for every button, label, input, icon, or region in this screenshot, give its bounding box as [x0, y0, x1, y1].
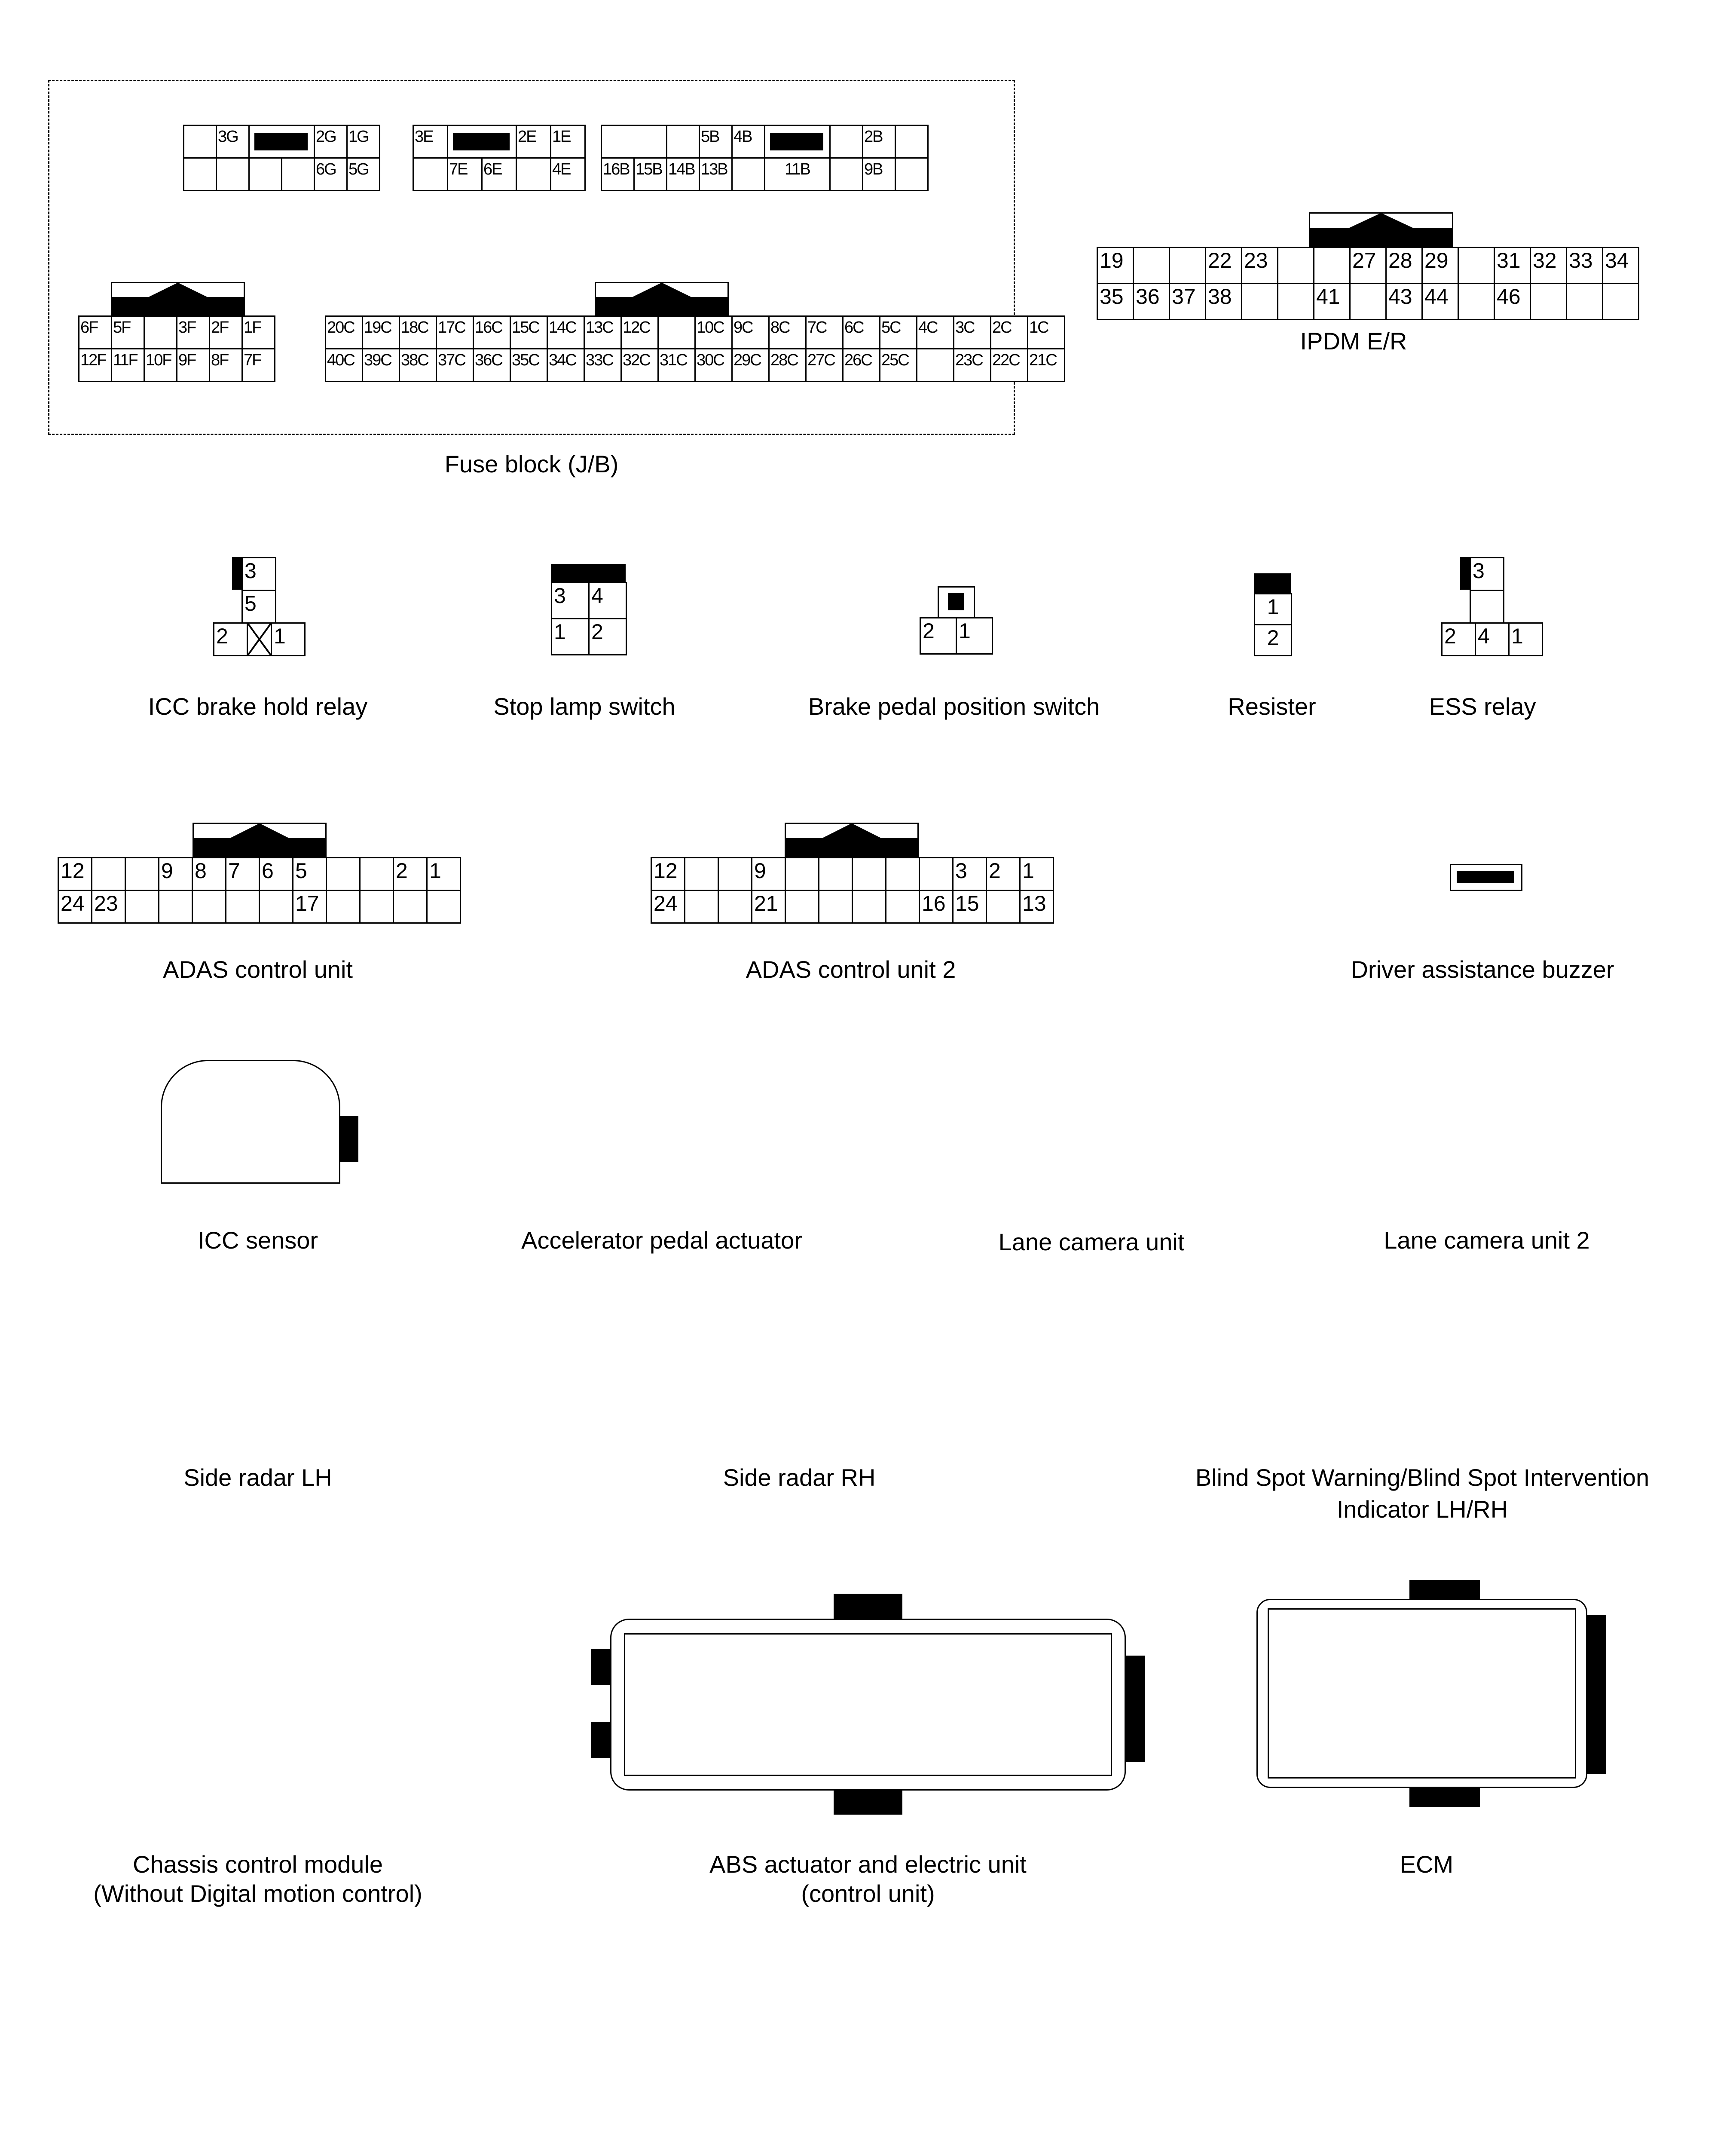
abs-latch-top [834, 1594, 902, 1619]
fuse-g-key [254, 133, 308, 150]
stop_lamp-pin-cell: 4 [588, 582, 627, 619]
fuse_c-pin-cell: 39C [362, 348, 400, 382]
ipdm-pin-cell [1530, 283, 1567, 320]
fuse_c-pin-cell: 19C [362, 315, 400, 349]
fuse_c-pin-cell: 32C [620, 348, 659, 382]
ipdm-pin-cell: 41 [1313, 283, 1351, 320]
fuse-b-pin-cell [829, 157, 863, 191]
adas2-pin-cell: 24 [651, 890, 685, 924]
fuse-e-pin-cell [516, 157, 551, 191]
adas1-pin-cell: 24 [58, 890, 92, 924]
adas2-pin-cell [718, 890, 752, 924]
fuse-g-pin-cell: 5G [346, 157, 380, 191]
fuse_f-pin-cell: 12F [78, 348, 112, 382]
fuse-e-pin-cell [413, 157, 448, 191]
adas2-latch [785, 823, 919, 857]
caption-ecm: ECM [1400, 1851, 1454, 1878]
fuse-b-pin-cell [601, 125, 667, 159]
adas1-pin-cell [326, 890, 361, 924]
buzzer-key [1457, 871, 1514, 883]
caption-ccm-without-line2: (Without Digital motion control) [93, 1880, 422, 1907]
ipdm-pin-cell: 22 [1205, 247, 1242, 284]
icc-sensor-housing [161, 1060, 340, 1184]
adas2-pin-cell [852, 890, 886, 924]
stop_lamp-pin-cell: 2 [588, 618, 627, 655]
fuse-b-pin-cell [666, 125, 700, 159]
fuse-b-pin-cell: 16B [601, 157, 635, 191]
fuse_f-pin-cell: 11F [111, 348, 145, 382]
fuse_c-pin-cell [657, 315, 696, 349]
fuse-c-latch [595, 282, 729, 315]
stop_lamp-pin-cell: 1 [551, 618, 590, 655]
fuse_f-pin-cell: 5F [111, 315, 145, 349]
fuse-b-pin-cell [829, 125, 863, 159]
fuse_c-pin-cell: 30C [694, 348, 733, 382]
fuse_f-pin-cell: 3F [176, 315, 210, 349]
caption-abs-line1: ABS actuator and electric unit [709, 1851, 1027, 1878]
fuse_c-pin-cell: 26C [842, 348, 880, 382]
adas2-pin-cell [852, 857, 886, 891]
caption-ipdm: IPDM E/R [1300, 328, 1407, 355]
adas1-pin-cell: 23 [91, 890, 126, 924]
fuse-b-pin-cell: 15B [633, 157, 667, 191]
fuse_c-pin-cell: 28C [768, 348, 807, 382]
abs-latch-left-top [591, 1649, 610, 1685]
adas1-pin-cell: 17 [292, 890, 327, 924]
fuse-b-pin-cell: 4B [731, 125, 765, 159]
resister-key [1254, 573, 1291, 593]
fuse_c-pin-cell: 21C [1027, 348, 1065, 382]
fuse-e-pin-cell: 4E [550, 157, 586, 191]
ipdm-pin-cell [1241, 283, 1278, 320]
ipdm-pin-cell: 46 [1494, 283, 1531, 320]
adas1-pin-cell [393, 890, 428, 924]
caption-ess-relay: ESS relay [1429, 693, 1536, 720]
caption-stop-lamp-switch: Stop lamp switch [493, 693, 675, 720]
adas1-pin-cell [426, 890, 461, 924]
icc-relay-empty-cross [247, 622, 272, 656]
fuse_c-pin-cell: 37C [436, 348, 474, 382]
fuse-g-pin-cell [183, 157, 217, 191]
fuse-b-pin-cell: 2B [862, 125, 896, 159]
fuse_f-pin-cell: 10F [144, 348, 177, 382]
adas2-pin-cell [785, 890, 819, 924]
fuse_c-pin-cell: 9C [731, 315, 770, 349]
adas1-pin-cell [259, 890, 293, 924]
brake-pedal-pin-2: 2 [920, 617, 957, 655]
fuse_c-pin-cell: 12C [620, 315, 659, 349]
caption-ccm-without-line1: Chassis control module [132, 1851, 383, 1878]
fuse_f-pin-cell: 8F [209, 348, 243, 382]
adas2-pin-cell [919, 857, 954, 891]
abs-latch-left-bottom [591, 1722, 610, 1758]
caption-lane-camera-unit: Lane camera unit [998, 1228, 1185, 1255]
fuse_c-pin-cell: 7C [805, 315, 844, 349]
adas1-pin-cell [125, 857, 159, 891]
fuse_c-pin-cell: 23C [953, 348, 991, 382]
adas2-pin-cell: 3 [952, 857, 987, 891]
adas1-pin-cell [125, 890, 159, 924]
adas2-pin-cell [718, 857, 752, 891]
adas1-pin-cell: 1 [426, 857, 461, 891]
caption-brake-pedal-position-switch: Brake pedal position switch [808, 693, 1100, 720]
ipdm-pin-cell: 44 [1421, 283, 1459, 320]
fuse_f-pin-cell [144, 315, 177, 349]
stop_lamp-pin-cell: 3 [551, 582, 590, 619]
fuse_c-pin-cell: 10C [694, 315, 733, 349]
fuse-b-pin-cell [895, 125, 929, 159]
fuse_c-pin-cell: 38C [399, 348, 437, 382]
fuse_c-pin-cell: 25C [879, 348, 917, 382]
fuse_c-pin-cell: 40C [325, 348, 363, 382]
caption-icc-brake-hold-relay: ICC brake hold relay [148, 693, 368, 720]
fuse_c-pin-cell: 3C [953, 315, 991, 349]
adas2-pin-cell [885, 890, 920, 924]
fuse_c-pin-cell [916, 348, 954, 382]
ess-relay-key [1460, 557, 1470, 590]
adas1-pin-cell [91, 857, 126, 891]
ecm-latch-top [1409, 1580, 1480, 1599]
fuse_c-pin-cell: 36C [473, 348, 511, 382]
fuse-e-key [453, 133, 510, 150]
fuse-g-pin-cell: 1G [346, 125, 380, 159]
ipdm-pin-cell [1458, 247, 1495, 284]
ipdm-pin-cell [1602, 283, 1639, 320]
ipdm-latch [1309, 212, 1453, 247]
fuse_c-pin-cell: 34C [547, 348, 585, 382]
ess-relay-pin-cell: 1 [1508, 622, 1543, 656]
fuse-b-pin-cell: 9B [862, 157, 896, 191]
ipdm-pin-cell: 43 [1385, 283, 1423, 320]
adas2-pin-cell [684, 857, 719, 891]
fuse-g-pin-cell [216, 157, 250, 191]
adas2-pin-cell [684, 890, 719, 924]
ipdm-pin-cell [1133, 247, 1170, 284]
fuse_c-pin-cell: 29C [731, 348, 770, 382]
caption-side-radar-lh: Side radar LH [183, 1464, 332, 1491]
ipdm-pin-cell: 37 [1169, 283, 1206, 320]
icc-relay-key [232, 557, 242, 590]
adas2-pin-cell: 16 [919, 890, 954, 924]
fuse-f-latch [111, 282, 245, 315]
brake-pedal-key [948, 593, 964, 610]
adas1-pin-cell: 9 [158, 857, 193, 891]
fuse-e-pin-cell: 3E [413, 125, 448, 159]
fuse_c-pin-cell: 5C [879, 315, 917, 349]
caption-accelerator-pedal-actuator: Accelerator pedal actuator [521, 1227, 802, 1254]
ipdm-pin-cell [1349, 283, 1387, 320]
fuse-g-pin-cell: 6G [314, 157, 348, 191]
brake-pedal-pin-1: 1 [956, 617, 993, 655]
ipdm-pin-cell [1277, 283, 1314, 320]
fuse-e-pin-cell: 6E [481, 157, 517, 191]
ipdm-pin-cell: 34 [1602, 247, 1639, 284]
caption-side-radar-rh: Side radar RH [723, 1464, 876, 1491]
adas2-pin-cell: 15 [952, 890, 987, 924]
adas1-pin-cell [326, 857, 361, 891]
fuse_f-pin-cell: 2F [209, 315, 243, 349]
ecm-latch-bottom [1409, 1788, 1480, 1807]
resister-pin-1: 1 [1254, 593, 1292, 625]
ecm-housing-inner [1268, 1608, 1576, 1779]
fuse-e-pin-cell: 7E [447, 157, 483, 191]
abs-housing-inner [624, 1633, 1112, 1776]
ess-relay-empty [1470, 590, 1504, 624]
caption-resister: Resister [1228, 693, 1316, 720]
fuse-b-pin-cell [731, 157, 765, 191]
fuse-g-pin-cell: 3G [216, 125, 250, 159]
fuse-g-pin-cell [183, 125, 217, 159]
ess-relay-pin-cell: 4 [1475, 622, 1510, 656]
caption-blind-spot-line2: Indicator LH/RH [1336, 1496, 1508, 1523]
ipdm-pin-cell [1277, 247, 1314, 284]
fuse_c-pin-cell: 13C [584, 315, 622, 349]
fuse-e-pin-cell: 2E [516, 125, 551, 159]
fuse_f-pin-cell: 6F [78, 315, 112, 349]
abs-latch-right [1126, 1656, 1145, 1762]
icc-relay-pin-5: 5 [241, 590, 276, 624]
ipdm-pin-cell: 29 [1421, 247, 1459, 284]
adas2-pin-cell [818, 890, 853, 924]
ipdm-pin-cell: 31 [1494, 247, 1531, 284]
caption-adas-control-unit-2: ADAS control unit 2 [746, 956, 956, 983]
adas2-pin-cell [885, 857, 920, 891]
icc-relay-pin-1: 1 [271, 622, 306, 656]
ipdm-pin-cell [1566, 283, 1603, 320]
ipdm-pin-cell: 27 [1349, 247, 1387, 284]
ipdm-pin-cell: 38 [1205, 283, 1242, 320]
caption-driver-assistance-buzzer: Driver assistance buzzer [1351, 956, 1614, 983]
fuse_f-pin-cell: 1F [241, 315, 275, 349]
ipdm-pin-cell [1458, 283, 1495, 320]
adas1-pin-cell: 8 [192, 857, 226, 891]
adas1-pin-cell: 5 [292, 857, 327, 891]
ipdm-pin-cell: 36 [1133, 283, 1170, 320]
ess-relay-pin-cell: 2 [1441, 622, 1476, 656]
caption-abs-line2: (control unit) [801, 1880, 935, 1907]
adas2-pin-cell: 1 [1019, 857, 1054, 891]
adas1-pin-cell: 6 [259, 857, 293, 891]
ecm-latch-right [1587, 1615, 1606, 1774]
caption-adas-control-unit: ADAS control unit [163, 956, 353, 983]
adas2-pin-cell: 13 [1019, 890, 1054, 924]
ipdm-pin-cell [1313, 247, 1351, 284]
fuse_c-pin-cell: 14C [547, 315, 585, 349]
fuse-g-pin-cell: 2G [314, 125, 348, 159]
adas1-pin-cell: 7 [225, 857, 260, 891]
ipdm-pin-cell: 19 [1097, 247, 1134, 284]
adas2-pin-cell: 9 [751, 857, 786, 891]
adas1-pin-cell [225, 890, 260, 924]
fuse_c-pin-cell: 2C [990, 315, 1028, 349]
fuse_c-pin-cell: 27C [805, 348, 844, 382]
caption-icc-sensor: ICC sensor [197, 1227, 318, 1254]
fuse_c-pin-cell: 17C [436, 315, 474, 349]
fuse_c-pin-cell: 22C [990, 348, 1028, 382]
resister-pin-2: 2 [1254, 624, 1292, 656]
icc-relay-pin-2: 2 [213, 622, 248, 656]
fuse_f-pin-cell: 9F [176, 348, 210, 382]
ipdm-pin-cell [1169, 247, 1206, 284]
fuse_c-pin-cell: 18C [399, 315, 437, 349]
ipdm-pin-cell: 33 [1566, 247, 1603, 284]
caption-lane-camera-unit-2: Lane camera unit 2 [1384, 1227, 1590, 1254]
caption-blind-spot-line1: Blind Spot Warning/Blind Spot Intervention [1195, 1464, 1650, 1491]
fuse-b-pin-cell: 13B [699, 157, 733, 191]
adas1-pin-cell [359, 890, 394, 924]
fuse_c-pin-cell: 1C [1027, 315, 1065, 349]
ipdm-pin-cell: 35 [1097, 283, 1134, 320]
fuse_c-pin-cell: 6C [842, 315, 880, 349]
adas2-pin-cell [986, 890, 1021, 924]
fuse_c-pin-cell: 15C [510, 315, 548, 349]
fuse_c-pin-cell: 31C [657, 348, 696, 382]
adas2-pin-cell: 21 [751, 890, 786, 924]
adas2-pin-cell: 2 [986, 857, 1021, 891]
stop-lamp-key [551, 564, 626, 582]
adas2-pin-cell: 12 [651, 857, 685, 891]
fuse_c-pin-cell: 20C [325, 315, 363, 349]
fuse-b-pin-cell: 11B [764, 157, 831, 191]
fuse_c-pin-cell: 16C [473, 315, 511, 349]
adas1-pin-cell: 2 [393, 857, 428, 891]
fuse-b-pin-cell: 14B [666, 157, 700, 191]
fuse_c-pin-cell: 33C [584, 348, 622, 382]
fuse_c-pin-cell: 35C [510, 348, 548, 382]
adas1-latch [193, 823, 327, 857]
icc-sensor-latch [340, 1116, 358, 1162]
fuse-b-pin-cell [895, 157, 929, 191]
ess-relay-pin-3: 3 [1470, 557, 1504, 591]
caption-fuse-block: Fuse block (J/B) [444, 450, 619, 478]
adas1-pin-cell [359, 857, 394, 891]
ipdm-pin-cell: 23 [1241, 247, 1278, 284]
abs-latch-bottom [834, 1791, 902, 1815]
fuse-g-pin-cell [281, 157, 315, 191]
ipdm-pin-cell: 28 [1385, 247, 1423, 284]
adas1-pin-cell: 12 [58, 857, 92, 891]
fuse_f-pin-cell: 7F [241, 348, 275, 382]
fuse-b-key [770, 133, 823, 150]
adas1-pin-cell [192, 890, 226, 924]
ipdm-pin-cell: 32 [1530, 247, 1567, 284]
fuse_c-pin-cell: 4C [916, 315, 954, 349]
adas2-pin-cell [818, 857, 853, 891]
icc-relay-pin-3: 3 [241, 557, 276, 591]
fuse-g-pin-cell [248, 157, 282, 191]
fuse-e-pin-cell: 1E [550, 125, 586, 159]
fuse_c-pin-cell: 8C [768, 315, 807, 349]
adas1-pin-cell [158, 890, 193, 924]
fuse-b-pin-cell: 5B [699, 125, 733, 159]
adas2-pin-cell [785, 857, 819, 891]
